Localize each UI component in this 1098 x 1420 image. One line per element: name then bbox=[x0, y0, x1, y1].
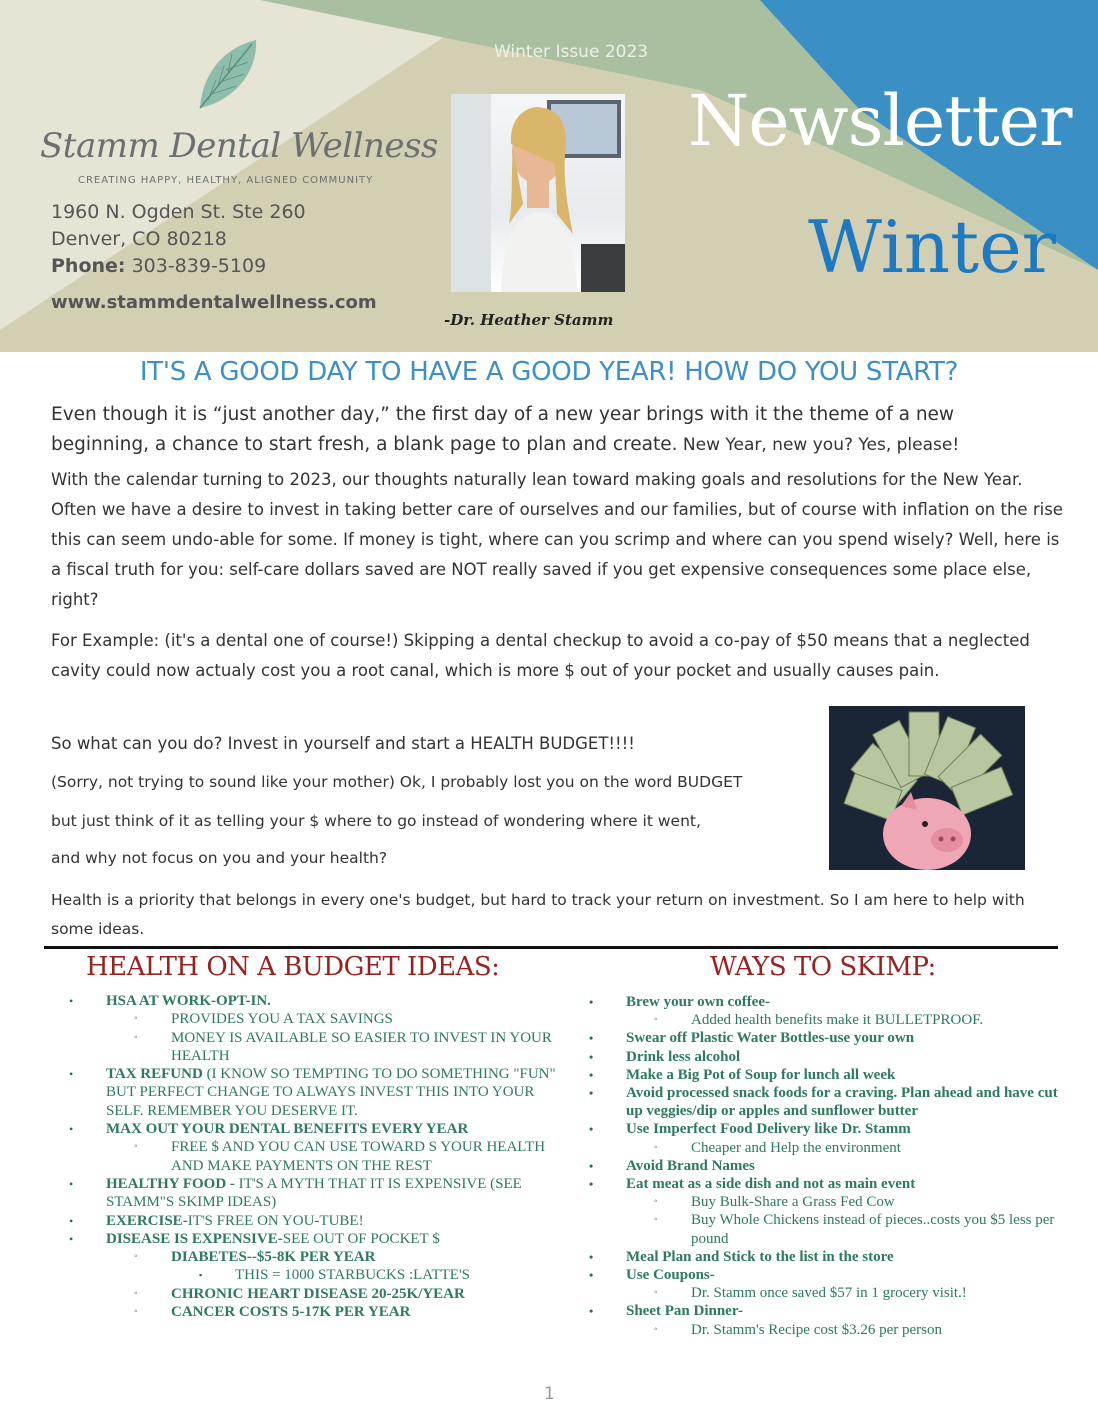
paragraph-7: and why not focus on you and your health? bbox=[51, 849, 388, 867]
subitem-text: Cheaper and Help the environment bbox=[691, 1139, 901, 1156]
circle-bullet-icon: ◦ bbox=[134, 1031, 138, 1043]
paragraph-1-line-1: Even though it is “just another day,” the first day of a new year brings with it the theme of a new bbox=[51, 404, 955, 425]
list-subitem bbox=[589, 1011, 1059, 1029]
paragraph-1 bbox=[51, 400, 1051, 460]
circle-bullet-icon: ◦ bbox=[654, 1287, 658, 1299]
item-bold: DISEASE IS EXPENSIVE- bbox=[106, 1230, 283, 1247]
piggy-bank-image bbox=[829, 706, 1025, 870]
address-line-1: 1960 N. Ogden St. Ste 260 bbox=[51, 201, 306, 223]
bullet-icon: • bbox=[589, 1177, 594, 1192]
section-divider bbox=[44, 946, 1058, 949]
subsubitem-text: THIS = 1000 STARBUCKS :LATTE'S bbox=[235, 1267, 470, 1284]
bullet-icon: • bbox=[589, 1049, 594, 1064]
phone-line bbox=[51, 255, 266, 277]
bullet-icon: • bbox=[69, 1122, 74, 1137]
subitem-text: CHRONIC HEART DISEASE 20-25K/YEAR bbox=[171, 1285, 465, 1302]
item-text: (I KNOW SO TEMPTING TO DO SOMETHING "FUN" BUT PERFECT CHANGE TO ALWAYS INVEST THIS INTO YOUR SELF. REMEMBER YOU DESERVE IT. bbox=[106, 1066, 556, 1119]
bullet-icon: • bbox=[589, 995, 594, 1009]
item-text: Eat meat as a side dish and not as main event bbox=[626, 1176, 916, 1193]
bullet-icon: • bbox=[69, 1231, 74, 1246]
subitem-text: Buy Bulk-Share a Grass Fed Cow bbox=[691, 1194, 895, 1211]
item-text: Make a Big Pot of Soup for lunch all week bbox=[626, 1066, 896, 1083]
bullet-icon: • bbox=[69, 1067, 74, 1082]
item-text: IT'S A MYTH THAT IT IS EXPENSIVE (SEE STAMM"S SKIMP IDEAS) bbox=[106, 1175, 522, 1211]
subitem-text: Dr. Stamm once saved $57 in 1 grocery visit.! bbox=[691, 1285, 967, 1302]
list-item bbox=[589, 1302, 1059, 1320]
list-subitem bbox=[589, 1321, 1059, 1339]
item-bold: TAX REFUND bbox=[106, 1066, 203, 1083]
subitem-text: PROVIDES YOU A TAX SAVINGS bbox=[171, 1011, 393, 1028]
list-item bbox=[589, 1048, 1059, 1066]
list-item bbox=[69, 1175, 559, 1212]
list-item bbox=[69, 992, 559, 1010]
list-item bbox=[69, 1230, 559, 1248]
list-item bbox=[589, 1084, 1059, 1120]
phone-label: Phone: bbox=[51, 255, 126, 277]
circle-bullet-icon: ◦ bbox=[134, 1013, 138, 1025]
circle-bullet-icon: ◦ bbox=[134, 1141, 138, 1153]
subitem-text: Dr. Stamm's Recipe cost $3.26 per person bbox=[691, 1321, 942, 1338]
paragraph-1-line-2b: New Year, new you? Yes, please! bbox=[677, 435, 960, 455]
health-budget-list bbox=[69, 992, 559, 1321]
subitem-text: Buy Whole Chickens instead of pieces..costs you $5 less per pound bbox=[691, 1212, 1055, 1247]
subitem-text: FREE $ AND YOU CAN USE TOWARD S YOUR HEALTH AND MAKE PAYMENTS ON THE REST bbox=[171, 1139, 546, 1174]
list-item bbox=[69, 1120, 559, 1138]
newsletter-header bbox=[0, 0, 1098, 352]
item-text: Swear off Plastic Water Bottles-use your own bbox=[626, 1030, 915, 1047]
square-bullet-icon: ▪ bbox=[199, 1270, 203, 1281]
item-text: Sheet Pan Dinner- bbox=[626, 1303, 743, 1320]
brand-name: Stamm Dental Wellness bbox=[40, 126, 438, 166]
list-item bbox=[69, 1065, 559, 1120]
address-line-2: Denver, CO 80218 bbox=[51, 228, 227, 250]
website-link[interactable]: www.stammdentalwellness.com bbox=[51, 292, 377, 313]
item-text: Avoid processed snack foods for a craving. Plan ahead and have cut up veggies/dip or apples and sunflower butter bbox=[626, 1085, 1058, 1120]
list-subsubitem bbox=[69, 1266, 559, 1284]
leaf-logo-icon bbox=[192, 36, 262, 112]
issue-label: Winter Issue 2023 bbox=[494, 42, 649, 62]
list-item bbox=[589, 1248, 1059, 1266]
item-text: Avoid Brand Names bbox=[626, 1157, 755, 1174]
bullet-icon: • bbox=[69, 1213, 74, 1228]
bullet-icon: • bbox=[589, 1086, 594, 1101]
article-headline: IT'S A GOOD DAY TO HAVE A GOOD YEAR! HOW DO YOU START? bbox=[139, 357, 959, 387]
item-text: SEE OUT OF POCKET $ bbox=[282, 1230, 440, 1247]
bullet-icon: • bbox=[589, 1158, 594, 1173]
item-bold: EXERCISE- bbox=[106, 1212, 188, 1229]
list-item bbox=[589, 1157, 1059, 1175]
subitem-text: CANCER COSTS 5-17K PER YEAR bbox=[171, 1304, 411, 1321]
list-subitem bbox=[69, 1029, 559, 1066]
page-number: 1 bbox=[544, 1384, 555, 1404]
brand-tagline: CREATING HAPPY, HEALTHY, ALIGNED COMMUNITY bbox=[78, 175, 374, 186]
doctor-portrait-icon bbox=[451, 94, 625, 292]
season-title: Winter bbox=[808, 205, 1057, 289]
circle-bullet-icon: ◦ bbox=[654, 1141, 658, 1153]
item-text: Brew your own coffee- bbox=[626, 994, 770, 1010]
list-subitem bbox=[589, 1284, 1059, 1302]
list-subitem bbox=[69, 1303, 559, 1321]
doctor-photo bbox=[451, 94, 625, 292]
list-item bbox=[589, 993, 1059, 1011]
item-bold: HEALTHY FOOD - bbox=[106, 1175, 235, 1192]
circle-bullet-icon: ◦ bbox=[654, 1014, 658, 1026]
circle-bullet-icon: ◦ bbox=[654, 1323, 658, 1335]
list-subitem bbox=[69, 1010, 559, 1028]
list-subitem bbox=[69, 1248, 559, 1266]
newsletter-title: Newsletter bbox=[688, 80, 1072, 162]
item-text: IT'S FREE ON YOU-TUBE! bbox=[187, 1212, 364, 1229]
bullet-icon: • bbox=[69, 994, 74, 1008]
item-text: Use Imperfect Food Delivery like Dr. Stamm bbox=[626, 1121, 911, 1138]
bullet-icon: • bbox=[589, 1304, 594, 1319]
list-item bbox=[589, 1066, 1059, 1084]
list-subitem bbox=[589, 1211, 1059, 1247]
list-subitem bbox=[69, 1138, 559, 1175]
item-bold: HSA AT WORK-OPT-IN. bbox=[106, 993, 271, 1009]
bullet-icon: • bbox=[69, 1176, 74, 1191]
list-subitem bbox=[69, 1285, 559, 1303]
item-text: Use Coupons- bbox=[626, 1267, 715, 1284]
item-text: Drink less alcohol bbox=[626, 1048, 741, 1065]
paragraph-1-line-2a: beginning, a chance to start fresh, a blank page to plan and create. bbox=[51, 434, 678, 455]
circle-bullet-icon: ◦ bbox=[654, 1214, 658, 1226]
list-item bbox=[589, 1266, 1059, 1284]
paragraph-4: So what can you do? Invest in yourself and start a HEALTH BUDGET!!!! bbox=[51, 734, 635, 753]
bullet-icon: • bbox=[589, 1122, 594, 1137]
paragraph-3: For Example: (it's a dental one of course!) Skipping a dental checkup to avoid a co-pay of $50 means that a neglected cavity could now actualy cost you a root canal, which is more $ out of your pocket and usually causes pain. bbox=[51, 631, 1030, 680]
paragraph-8: Health is a priority that belongs in every one's budget, but hard to track your return on investment. So I am here to help with some ideas. bbox=[51, 891, 1025, 938]
paragraph-5: (Sorry, not trying to sound like your mother) Ok, I probably lost you on the word BUDGET bbox=[51, 773, 743, 791]
ways-to-skimp-title: WAYS TO SKIMP: bbox=[710, 952, 936, 982]
paragraph-1-line-2 bbox=[51, 430, 1051, 460]
paragraph-2: With the calendar turning to 2023, our thoughts naturally lean toward making goals and resolutions for the New Year. Often we have a desire to invest in taking better care of ourselves and our families, but of course with inflation on the rise this can seem undo-able for some. If money is tight, where can you scrimp and where can you spend wisely? Well, here is a fiscal truth for you: self-care dollars saved are NOT really saved if you get expensive consequences some place else, right? bbox=[51, 470, 1063, 609]
list-item bbox=[589, 1120, 1059, 1138]
subitem-text: DIABETES--$5-8K PER YEAR bbox=[171, 1249, 376, 1266]
circle-bullet-icon: ◦ bbox=[134, 1251, 138, 1263]
bullet-icon: • bbox=[589, 1031, 594, 1046]
doctor-signature: -Dr. Heather Stamm bbox=[444, 311, 614, 329]
subitem-text: MONEY IS AVAILABLE SO EASIER TO INVEST IN YOUR HEALTH bbox=[171, 1029, 552, 1064]
paragraph-6: but just think of it as telling your $ where to go instead of wondering where it went, bbox=[51, 812, 701, 830]
list-item bbox=[589, 1175, 1059, 1193]
health-budget-title: HEALTH ON A BUDGET IDEAS: bbox=[86, 952, 500, 982]
item-text: Meal Plan and Stick to the list in the store bbox=[626, 1248, 894, 1265]
bullet-icon: • bbox=[589, 1249, 594, 1264]
circle-bullet-icon: ◦ bbox=[654, 1196, 658, 1208]
ways-to-skimp-list bbox=[589, 993, 1059, 1339]
bullet-icon: • bbox=[589, 1067, 594, 1082]
phone-number[interactable]: 303-839-5109 bbox=[131, 255, 267, 277]
piggy-bank-money-icon bbox=[829, 706, 1025, 870]
circle-bullet-icon: ◦ bbox=[134, 1287, 138, 1299]
bullet-icon: • bbox=[589, 1268, 594, 1283]
circle-bullet-icon: ◦ bbox=[134, 1306, 138, 1318]
list-item bbox=[589, 1029, 1059, 1047]
subitem-text: Added health benefits make it BULLETPROOF. bbox=[691, 1012, 984, 1029]
item-bold: MAX OUT YOUR DENTAL BENEFITS EVERY YEAR bbox=[106, 1121, 469, 1138]
list-subitem bbox=[589, 1193, 1059, 1211]
list-item bbox=[69, 1212, 559, 1230]
list-subitem bbox=[589, 1139, 1059, 1157]
